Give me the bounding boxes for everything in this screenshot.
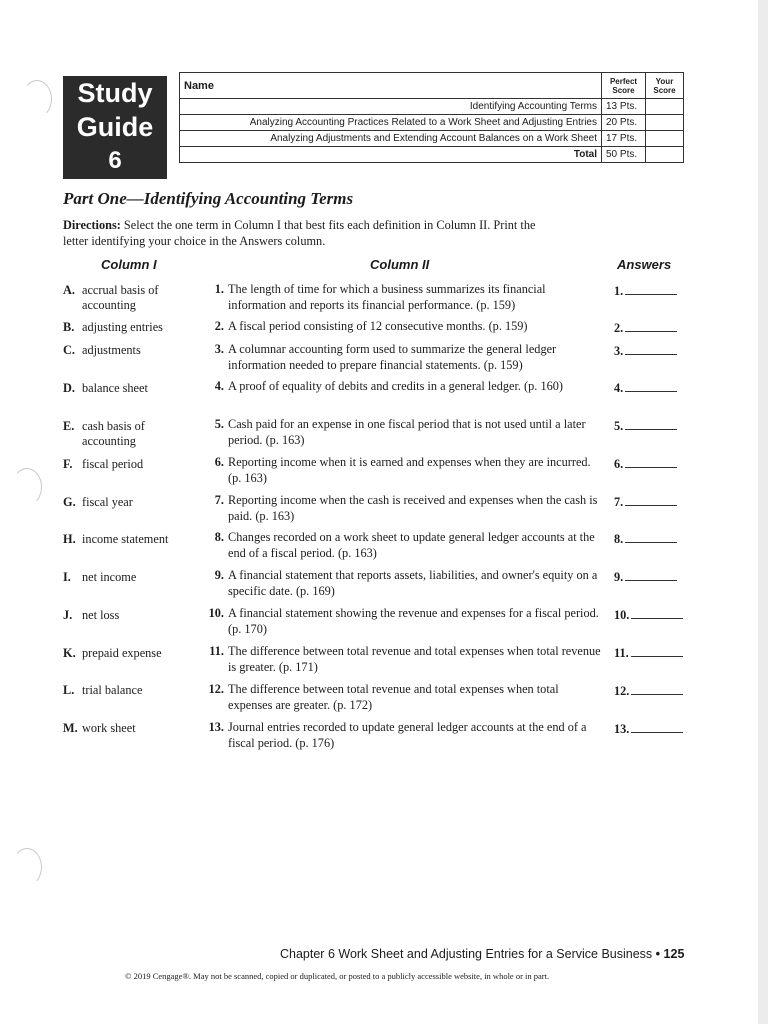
footer-separator: •: [655, 947, 661, 961]
your-score-total-cell[interactable]: [646, 147, 684, 163]
definition-text: A financial statement that reports assets, liabilities, and owner's equity on a specific date. (p. 169): [228, 568, 598, 598]
score-row: [180, 115, 684, 131]
definition-number: 1.: [214, 282, 224, 296]
term-letter: C.: [63, 343, 75, 357]
term-letter: I.: [63, 570, 71, 584]
answers-header: Answers: [617, 257, 672, 272]
definition-number: 7.: [214, 493, 224, 507]
definition-item: [206, 606, 602, 637]
term-item: [63, 419, 193, 449]
part-title: Part One—Identifying Accounting Terms: [63, 189, 354, 208]
definition-text: Cash paid for an expense in one fiscal period that is not used until a later period. (p. 163): [228, 417, 586, 447]
your-score-cell[interactable]: [646, 99, 684, 115]
definition-text: Journal entries recorded to update general ledger accounts at the end of a fiscal period. (p. 176): [228, 720, 587, 750]
definition-text: A proof of equality of debits and credits in a general ledger. (p. 160): [228, 379, 563, 393]
directions-text: Select the one term in Column I that best fits each definition in Column II. Print the letter identifying your choice in the Answers column.: [63, 218, 536, 248]
column-ii-header: Column II: [370, 257, 430, 272]
definition-item: [206, 379, 602, 395]
definition-number: 3.: [214, 342, 224, 356]
definition-text: A fiscal period consisting of 12 consecutive months. (p. 159): [228, 319, 528, 333]
answer-field[interactable]: [614, 569, 677, 585]
term-text: work sheet: [82, 721, 136, 735]
binder-hole-mark: [12, 468, 42, 506]
term-item: [63, 608, 193, 623]
definition-item: [206, 342, 602, 373]
answer-number: 11.: [614, 646, 629, 660]
binder-hole-mark: [22, 80, 52, 118]
definition-item: [206, 282, 602, 313]
score-total-label: Total: [180, 147, 602, 163]
answer-field[interactable]: [614, 380, 677, 396]
definition-text: The difference between total revenue and total expenses when total expenses are greater. (p. 172): [228, 682, 559, 712]
definition-item: [206, 644, 602, 675]
answer-number: 2.: [614, 321, 624, 335]
term-text: fiscal period: [82, 457, 144, 471]
directions: [63, 217, 563, 249]
study-guide-line1: Study: [77, 78, 153, 108]
definition-text: A financial statement showing the revenue and expenses for a fiscal period. (p. 170): [228, 606, 599, 636]
name-label: Name: [184, 79, 214, 92]
definition-item: [206, 319, 602, 335]
answer-field[interactable]: [614, 456, 677, 472]
definition-text: Reporting income when the cash is received and expenses when the cash is paid. (p. 163): [228, 493, 598, 523]
term-item: [63, 570, 193, 585]
definition-number: 10.: [208, 606, 224, 620]
answer-field[interactable]: [614, 645, 683, 661]
directions-label: Directions:: [63, 218, 121, 232]
your-score-cell[interactable]: [646, 115, 684, 131]
definition-text: A columnar accounting form used to summarize the general ledger information needed to prepare financial statements. (p. 159): [228, 342, 557, 372]
answer-number: 5.: [614, 419, 624, 433]
term-item: [63, 721, 193, 736]
page-number: 125: [663, 947, 685, 961]
term-item: [63, 320, 193, 335]
answer-blank[interactable]: [625, 320, 677, 332]
term-letter: L.: [63, 683, 75, 697]
definition-number: 13.: [208, 720, 224, 734]
term-item: [63, 283, 193, 313]
answer-field[interactable]: [614, 343, 677, 359]
term-item: [63, 381, 193, 396]
definition-item: [206, 417, 602, 448]
column-i-header: Column I: [101, 257, 157, 272]
your-score-cell[interactable]: [646, 131, 684, 147]
term-text: net loss: [82, 608, 120, 622]
answer-field[interactable]: [614, 283, 677, 299]
copyright-notice: © 2019 Cengage®. May not be scanned, copied or duplicated, or posted to a publicly accessible website, in whole or in part.: [125, 971, 550, 981]
term-item: [63, 532, 193, 547]
your-score-header: Your Score: [646, 73, 684, 99]
answer-field[interactable]: [614, 320, 677, 336]
term-item: [63, 646, 193, 661]
answer-field[interactable]: [614, 531, 677, 547]
definition-number: 5.: [214, 417, 224, 431]
score-row-label: Analyzing Accounting Practices Related to a Work Sheet and Adjusting Entries: [180, 115, 602, 131]
answer-blank[interactable]: [625, 418, 677, 430]
answer-field[interactable]: [614, 607, 683, 623]
definition-number: 9.: [214, 568, 224, 582]
definition-number: 12.: [208, 682, 224, 696]
term-text: adjustments: [82, 343, 141, 357]
term-text: trial balance: [82, 683, 143, 697]
term-letter: J.: [63, 608, 73, 622]
term-text: net income: [82, 570, 137, 584]
definition-number: 2.: [214, 319, 224, 333]
term-letter: E.: [63, 419, 75, 433]
answer-number: 10.: [614, 608, 630, 622]
score-row-label: Analyzing Adjustments and Extending Account Balances on a Work Sheet: [180, 131, 602, 147]
answer-blank[interactable]: [631, 721, 683, 733]
definition-number: 6.: [214, 455, 224, 469]
definition-number: 4.: [214, 379, 224, 393]
term-item: [63, 343, 193, 358]
answer-blank[interactable]: [625, 494, 677, 506]
answer-number: 9.: [614, 570, 624, 584]
page-footer: [280, 947, 684, 961]
term-item: [63, 683, 193, 698]
answer-blank[interactable]: [625, 380, 677, 392]
answer-blank[interactable]: [625, 569, 677, 581]
term-letter: F.: [63, 457, 73, 471]
answer-number: 8.: [614, 532, 624, 546]
definition-text: The length of time for which a business summarizes its financial information and reports its financial performance. (p. 159): [228, 282, 546, 312]
definition-item: [206, 682, 602, 713]
score-row-total: [180, 147, 684, 163]
definition-item: [206, 568, 602, 599]
score-row: [180, 99, 684, 115]
score-row: [180, 131, 684, 147]
term-letter: B.: [63, 320, 75, 334]
page-edge: [758, 0, 768, 1024]
term-letter: A.: [63, 283, 75, 297]
term-text: prepaid expense: [82, 646, 162, 660]
term-letter: K.: [63, 646, 76, 660]
answer-blank[interactable]: [631, 645, 683, 657]
score-table: [179, 72, 684, 163]
definition-number: 8.: [214, 530, 224, 544]
score-total-points: 50 Pts.: [602, 147, 646, 163]
answer-field[interactable]: [614, 721, 683, 737]
answer-number: 4.: [614, 381, 624, 395]
definition-number: 11.: [209, 644, 224, 658]
score-row-points: 13 Pts.: [602, 99, 646, 115]
definition-item: [206, 530, 602, 561]
answer-number: 7.: [614, 495, 624, 509]
term-item: [63, 495, 193, 510]
answer-blank[interactable]: [625, 343, 677, 355]
definition-item: [206, 455, 602, 486]
term-text: cash basis of accounting: [82, 419, 145, 448]
name-field[interactable]: [180, 73, 602, 99]
answer-number: 13.: [614, 722, 630, 736]
score-row-points: 17 Pts.: [602, 131, 646, 147]
answer-field[interactable]: [614, 494, 677, 510]
answer-number: 3.: [614, 344, 624, 358]
term-text: income statement: [82, 532, 169, 546]
term-text: accrual basis of accounting: [82, 283, 159, 312]
term-letter: D.: [63, 381, 75, 395]
definition-item: [206, 720, 602, 751]
answer-blank[interactable]: [625, 283, 677, 295]
answer-number: 6.: [614, 457, 624, 471]
score-row-points: 20 Pts.: [602, 115, 646, 131]
perfect-score-header: Perfect Score: [602, 73, 646, 99]
definition-text: The difference between total revenue and total expenses when total revenue is greater. (p. 171): [228, 644, 601, 674]
term-letter: G.: [63, 495, 76, 509]
answer-number: 1.: [614, 284, 624, 298]
answer-field[interactable]: [614, 418, 677, 434]
study-guide-number: 6: [108, 147, 122, 174]
answer-blank[interactable]: [631, 607, 683, 619]
term-text: adjusting entries: [82, 320, 163, 334]
score-row-label: Identifying Accounting Terms: [180, 99, 602, 115]
definition-text: Reporting income when it is earned and expenses when they are incurred. (p. 163): [228, 455, 591, 485]
term-text: balance sheet: [82, 381, 148, 395]
term-letter: M.: [63, 721, 78, 735]
study-guide-badge: [63, 76, 167, 179]
answer-blank[interactable]: [631, 683, 683, 695]
chapter-title: Chapter 6 Work Sheet and Adjusting Entries for a Service Business: [280, 947, 653, 961]
answer-field[interactable]: [614, 683, 683, 699]
binder-hole-mark: [12, 848, 42, 886]
term-item: [63, 457, 193, 472]
term-letter: H.: [63, 532, 76, 546]
definition-item: [206, 493, 602, 524]
definition-text: Changes recorded on a work sheet to update general ledger accounts at the end of a fiscal period. (p. 163): [228, 530, 595, 560]
term-text: fiscal year: [82, 495, 133, 509]
answer-blank[interactable]: [625, 456, 677, 468]
study-guide-line2: Guide: [76, 112, 154, 142]
answer-blank[interactable]: [625, 531, 677, 543]
answer-number: 12.: [614, 684, 630, 698]
